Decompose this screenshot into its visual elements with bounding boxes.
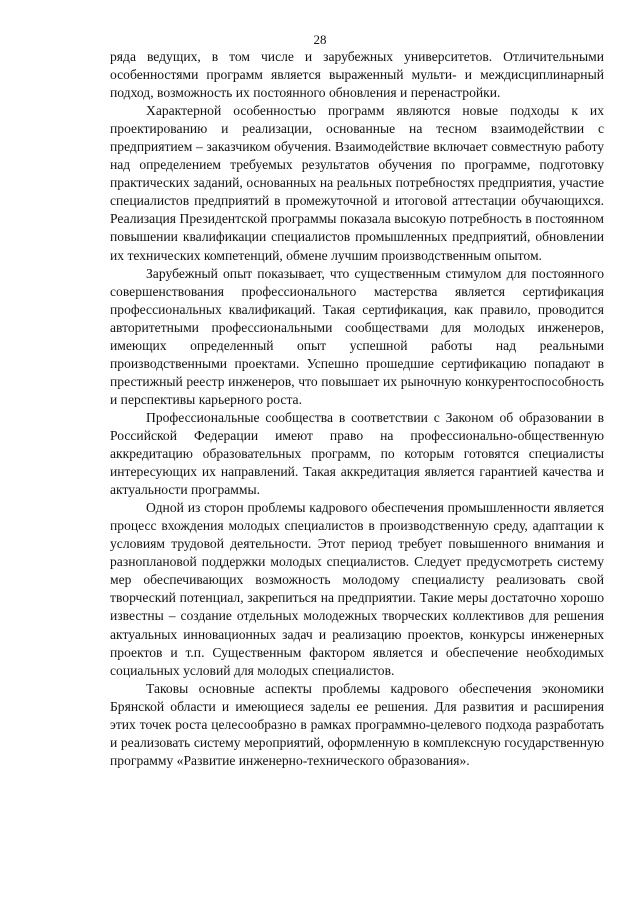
- page-number: 28: [313, 32, 327, 47]
- document-body: [110, 48, 604, 770]
- paragraph-foreign-experience: Зарубежный опыт показывает, что существенным стимулом для постоянного совершенствования профессионального мастерства является сертификация профессиональных квалификаций. Такая сертификация, как правило, проводится авторитетными профессиональными сообществами для молодых инженеров, имеющих определенный опыт успешной работы над реальными производственными проектами. Успешно прошедшие сертификацию попадают в престижный реестр инженеров, что повышает их рыночную конкурентоспособность и перспективы карьерного роста.: [110, 265, 604, 407]
- paragraph-program-features: Характерной особенностью программ являются новые подходы к их проектированию и реализации, основанные на тесном взаимодействии с предприятием – заказчиком обучения. Взаимодействие включает совместную работу над определением требуемых результатов обучения по программе, подготовку практических заданий, основанных на реальных потребностях предприятия, участие специалистов предприятий в промежуточной и итоговой аттестации обучающихся. Реализация Президентской программы показала высокую потребность в постоянном повышении квалификации специалистов промышленных предприятий, обновлении их технических компетенций, обмене лучшим производственным опытом.: [110, 103, 604, 263]
- paragraph-young-specialists: Одной из сторон проблемы кадрового обеспечения промышленности является процесс вхождения молодых специалистов в производственную среду, адаптации к условиям трудовой деятельности. Этот период требует повышенного внимания и разноплановой поддержки молодых специалистов. Следует предусмотреть систему мер обеспечивающих возможность молодому специалисту реализовать свой творческий потенциал, закрепиться на предприятии. Такие меры достаточно хорошо известны – создание отдельных молодежных творческих коллективов для решения актуальных инновационных задач и реализацию проектов, конкурсы инженерных проектов и т.п. Существенным фактором является и обеспечение необходимых социальных условий для молодых специалистов.: [110, 500, 604, 678]
- paragraph-conclusion: Таковы основные аспекты проблемы кадрового обеспечения экономики Брянской области и имеющиеся заделы ее решения. Для развития и расширения этих точек роста целесообразно в рамках программно-целевого подхода разработать и реализовать систему мероприятий, оформленную в комплексную государственную программу «Развитие инженерно-технического образования».: [110, 680, 604, 768]
- paragraph-professional-communities: Профессиональные сообщества в соответствии с Законом об образовании в Российской Федерации имеют право на профессионально-общественную аккредитацию образовательных программ, по которым готовятся специалисты интересующих их направлений. Такая аккредитация является гарантией качества и актуальности программы.: [110, 409, 604, 498]
- paragraph-continuation: ряда ведущих, в том числе и зарубежных университетов. Отличительными особенностями программ является выраженный мульти- и междисциплинарный подход, возможность их постоянного обновления и перенастройки.: [110, 49, 604, 101]
